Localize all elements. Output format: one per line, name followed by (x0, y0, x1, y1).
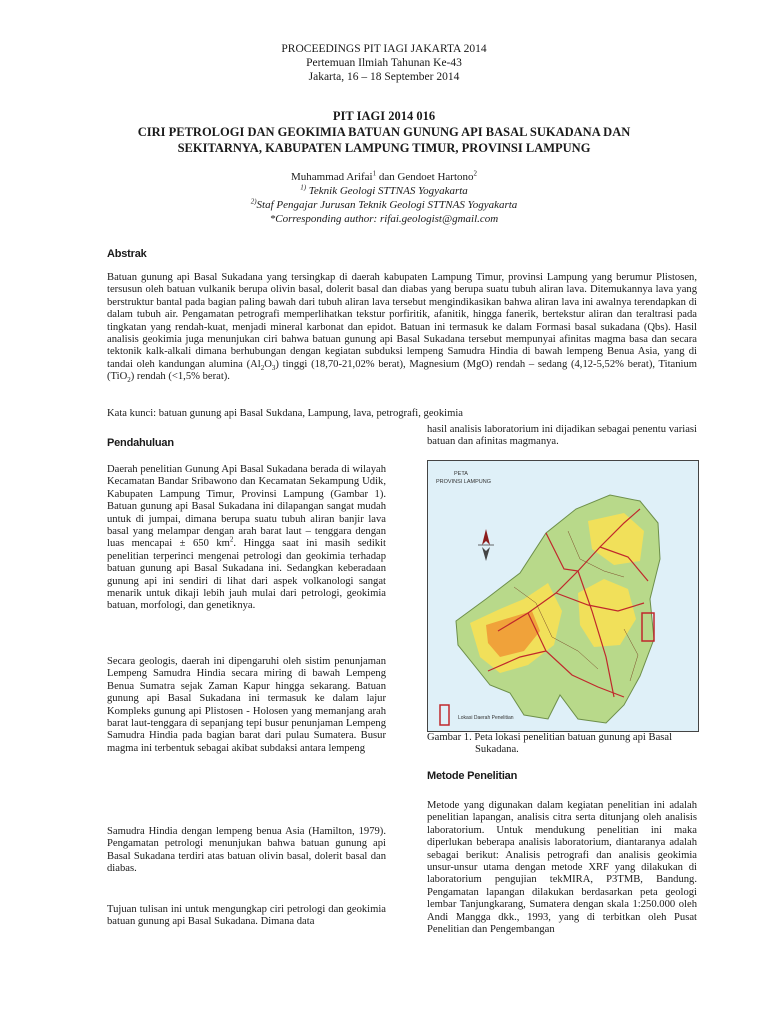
caption-line-1: Gambar 1. Peta lokasi penelitian batuan gunung api Basal (427, 732, 673, 743)
header-line-3: Jakarta, 16 – 18 September 2014 (308, 71, 460, 83)
pendahuluan-para-3: Samudra Hindia dengan lempeng benua Asia (Hamilton, 1979). Pengamatan petrologi menunjukan bahwa batuan gunung api Basal Sukadana terdiri atas batuan olivin basal, dolerit basal dan diabas. (107, 826, 386, 875)
author-1: Muhammad Arifai (290, 171, 373, 183)
affiliation-1-text: Teknik Geologi STTNAS Yogyakarta (306, 185, 468, 197)
author-1-sup: 1 (372, 169, 377, 178)
paper-title (60, 108, 708, 156)
header-line-2: Pertemuan Ilmiah Tahunan Ke-43 (306, 57, 462, 69)
pendahuluan-para-1: Daerah penelitian Gunung Api Basal Sukadana berada di wilayah Kecamatan Bandar Sribawono dan Kecamatan Sekampung Udik, Kabupaten Lampung Timur, Provinsi Lampung (Gambar 1). Batuan gunung api Basal Sukadana ini dilapangan sangat mudah untuk di jumpai, dimana berupa suatu tubuh aliran banjir lava basal yang melampar dengan arah barat laut – tenggara dengan luas mencapai ± 650 $km^2$. Hingga saat ini masih sedikit penelitian terperinci mengenai petrologi dan geokimia terhadap batuan gunung api Basal Sukadana ini. Sedangkan keberadaan gunung api ini sendiri di lihat dari aspek volkanologi sangat menarik untuk dikaji lebih jauh mulai dari petrologi, geokimia batuan, morfologi, dan genetiknya. (107, 464, 386, 612)
caption-line-2: Sukadana. (475, 744, 519, 756)
pendahuluan-para-2: Secara geologis, daerah ini dipengaruhi oleh sistim penunjaman Lempeng Samudra Hindia secara miring di bawah Lempeng Benua Sumatra sejak Zaman Kapur hingga sekarang. Batuan gunung api Basal Sukadana ini termasuk ke dalam lajur Kompleks gunung api Plistosen - Holosen yang memanjang arah barat laut-tenggara di sepanjang tepi busur penunjaman Lempeng Samudra Hindia pada bagian barat dari pulau Sumatera. Busur magma ini terbentuk sebagai akibat subdaksi antara lempeng (107, 656, 386, 754)
abstract-body (107, 272, 697, 384)
keywords: Kata kunci: batuan gunung api Basal Sukdana, Lampung, lava, petrografi, geokimia (107, 408, 463, 419)
corresponding-author: *Corresponding author: rifai.geologist@gmail.com (269, 213, 499, 225)
affiliation-1-sup: 1) (300, 183, 307, 192)
affiliation-2-text: Staf Pengajar Jurusan Teknik Geologi STTNAS Yogyakarta (256, 199, 518, 211)
title-line-1: CIRI PETROLOGI DAN GEOKIMIA BATUAN GUNUNG API BASAL SUKADANA DAN (137, 125, 631, 139)
metode-para-1: Metode yang digunakan dalam kegiatan penelitian ini adalah penelitian lapangan, analisis citra serta ditunjang oleh analisis laboratorium. Untuk mendukung penelitian ini maka diperlukan beberapa analisis laboratorium, diantaranya adalah sebagai berikut: Analisis petrografi dan analisis geokimia unsur-unsur utama dengan metode XRF yang dilakukan di laboratorium pengujian tekMIRA, P3TMB, Bandung. Pengamatan lapangan dilakukan berdasarkan peta geologi lembar Tanjungkarang, Sumatera dengan skala 1:250.000 oleh Andi Mangga dkk., 1993, yang di terbitkan oleh Pusat Penelitian dan Pengembangan (427, 800, 697, 936)
affiliation-2-sup: 2) (250, 197, 257, 206)
author-2-sup: 2 (473, 169, 478, 178)
pendahuluan-heading: Pendahuluan (107, 437, 174, 449)
map-legend-label: Lokasi Daerah Penelitian (458, 715, 514, 721)
affiliation-1 (0, 184, 768, 198)
metode-heading: Metode Penelitian (427, 770, 518, 782)
lampung-map (428, 461, 698, 731)
authors-block (0, 170, 768, 226)
title-line-2: SEKITARNYA, KABUPATEN LAMPUNG TIMUR, PROVINSI LAMPUNG (177, 141, 591, 155)
abstract-text: Batuan gunung api Basal Sukadana yang tersingkap di daerah kabupaten Lampung Timur, provinsi Lampung yang berumur Plistosen, tersusun oleh batuan vulkanik berupa olivin basal, dolerit basal dan diabas yang berupa suatu tubuh aliran lava. Ditemukannya lava yang berstruktur bantal pada bagian paling bawah dari tubuh aliran lava tersebut mengindikasikan bahwa aliran lava ini awalnya terendapkan di dalam tubuh air. Pengamatan petrografi memperlihatkan tekstur porfiritik, afanitik, hingga fanerik, bertekstur aliran dan teraltrasi pada tingkatan yang rendah-kuat, menjadi mineral karbonat dan epidot. Batuan ini termasuk ke dalam Formasi basal sukadana (Qbs). Hasil analisis geokimia juga menunjukan ciri bahwa batuan gunung api Basal Sukadana tersebut mempunyai afinitas magma basa dan secara tektonik kalk-alkali dimana berhubungan dengan kegiatan subduksi lempeng Samudra Hindia di bawah lempeng Benua Asia, yang di tandai oleh kandungan alumina $(Al_2O_3)$ tinggi (18,70-21,02% berat), Magnesium (MgO) rendah – sedang (4,12-5,52% berat), Titanium (TiO$_2$) rendah (<1,5% berat). (107, 272, 697, 385)
affiliation-2 (0, 198, 768, 212)
lampung-map-figure (427, 460, 699, 732)
abstract-heading: Abstrak (107, 248, 147, 260)
author-line (0, 170, 768, 184)
paper-code: PIT IAGI 2014 016 (332, 109, 436, 123)
author-2: dan Gendoet Hartono (376, 171, 474, 183)
map-title-2: PROVINSI LAMPUNG (436, 479, 492, 485)
pendahuluan-para-4: Tujuan tulisan ini untuk mengungkap ciri petrologi dan geokimia batuan gunung api Basal Sukadana. Dimana data (107, 904, 386, 928)
figure-caption (427, 732, 707, 757)
proceedings-header (0, 42, 768, 84)
header-line-1: PROCEEDINGS PIT IAGI JAKARTA 2014 (281, 43, 487, 55)
right-intro-text: hasil analisis laboratorium ini dijadikan sebagai penentu variasi batuan dan afinitas magmanya. (427, 424, 697, 448)
map-title-1: PETA (454, 471, 468, 477)
